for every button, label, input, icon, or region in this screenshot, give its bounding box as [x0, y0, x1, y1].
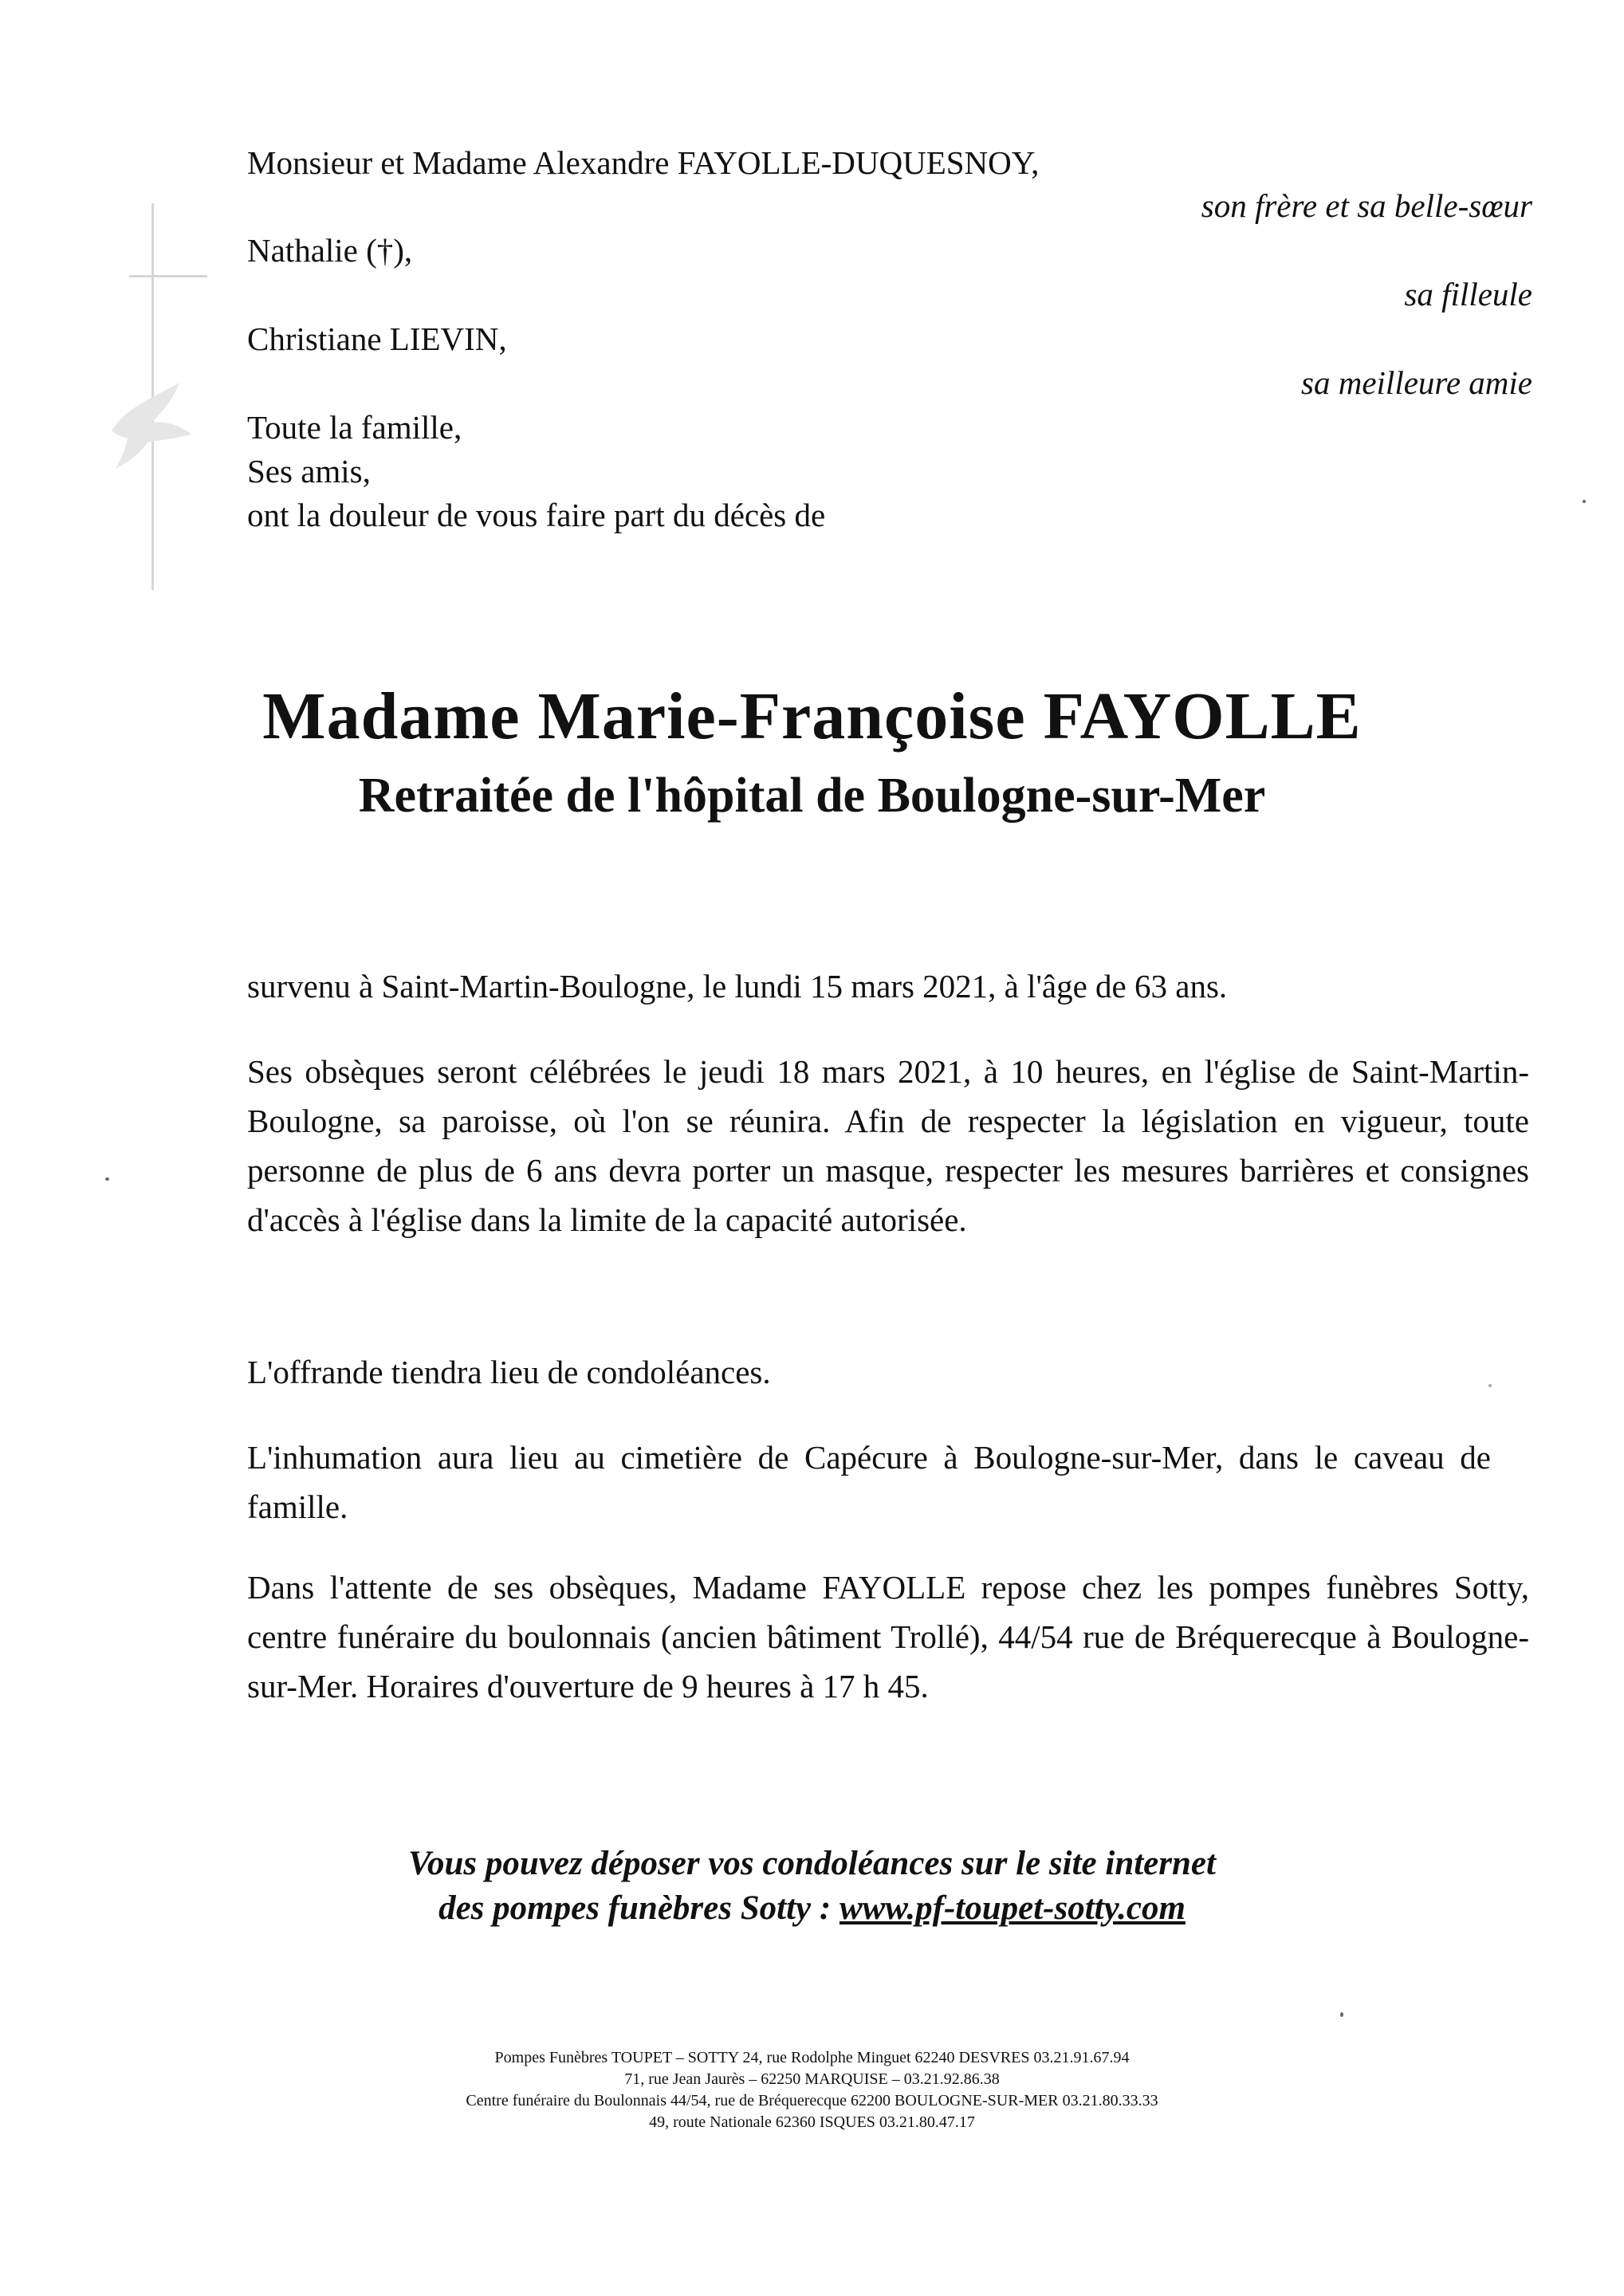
family-line-2: Nathalie (†), [247, 232, 413, 269]
burial-paragraph: L'inhumation aura lieu au cimetière de Capécure à Boulogne-sur-Mer, dans le caveau de famille. [247, 1439, 1491, 1525]
rest-paragraph: Dans l'attente de ses obsèques, Madame FAYOLLE repose chez les pompes funèbres Sotty, centre funéraire du boulonnais (ancien bâtiment Trollé), 44/54 rue de Bréquerecque à Boulogne-sur-Mer. Horaires d'ouverture de 9 heures à 17 h 45. [247, 1569, 1529, 1704]
funeral-home-footer [0, 2047, 1624, 2133]
deceased-title: Retraitée de l'hôpital de Boulogne-sur-Mer [358, 769, 1266, 823]
footer-line-3: Centre funéraire du Boulonnais 44/54, rue de Bréquerecque 62200 BOULOGNE-SUR-MER 03.21.80.33.33 [466, 2092, 1158, 2109]
funeral-paragraph: Ses obsèques seront célébrées le jeudi 18 mars 2021, à 10 heures, en l'église de Saint-Martin-Boulogne, sa paroisse, où l'on se réunira. Afin de respecter la législation en vigueur, toute personne de plus de 6 ans devra porter un masque, respecter les mesures barrières et consignes d'accès à l'église dans la limite de la capacité autorisée. [247, 1053, 1529, 1238]
footer-line-2: 71, rue Jean Jaurès – 62250 MARQUISE – 03.21.92.86.38 [624, 2070, 1000, 2088]
family-line-6: ont la douleur de vous faire part du décès de [247, 497, 826, 533]
relation-goddaughter: sa filleule [1404, 276, 1532, 313]
family-line-1: Monsieur et Madame Alexandre FAYOLLE-DUQUESNOY, [247, 144, 1040, 181]
footer-line-1: Pompes Funèbres TOUPET – SOTTY 24, rue Rodolphe Minguet 62240 DESVRES 03.21.91.67.94 [494, 2049, 1130, 2066]
family-line-4: Toute la famille, [247, 409, 462, 446]
website-link[interactable]: www.pf-toupet-sotty.com [839, 1889, 1186, 1927]
deceased-name: Madame Marie-Françoise FAYOLLE [262, 679, 1362, 753]
family-line-5: Ses amis, [247, 453, 371, 489]
cross-icon-bar [129, 275, 207, 277]
scan-speck [1340, 2012, 1343, 2017]
relation-brother: son frère et sa belle-sœur [1201, 187, 1532, 224]
footer-line-4: 49, route Nationale 62360 ISQUES 03.21.80.47.17 [649, 2113, 975, 2131]
condolences-notice-prefix: des pompes funèbres Sotty : [438, 1889, 840, 1927]
family-line-3: Christiane LIEVIN, [247, 320, 507, 357]
dove-icon [104, 375, 199, 478]
death-paragraph: survenu à Saint-Martin-Boulogne, le lundi 15 mars 2021, à l'âge de 63 ans. [247, 968, 1228, 1005]
scan-speck [1583, 500, 1586, 503]
condolences-notice-line-2 [0, 1886, 1624, 1931]
condolences-notice-line-1: Vous pouvez déposer vos condoléances sur le site internet [408, 1845, 1216, 1882]
scan-speck [105, 1177, 109, 1181]
relation-best-friend: sa meilleure amie [1301, 364, 1532, 401]
offering-paragraph: L'offrande tiendra lieu de condoléances. [247, 1354, 771, 1390]
